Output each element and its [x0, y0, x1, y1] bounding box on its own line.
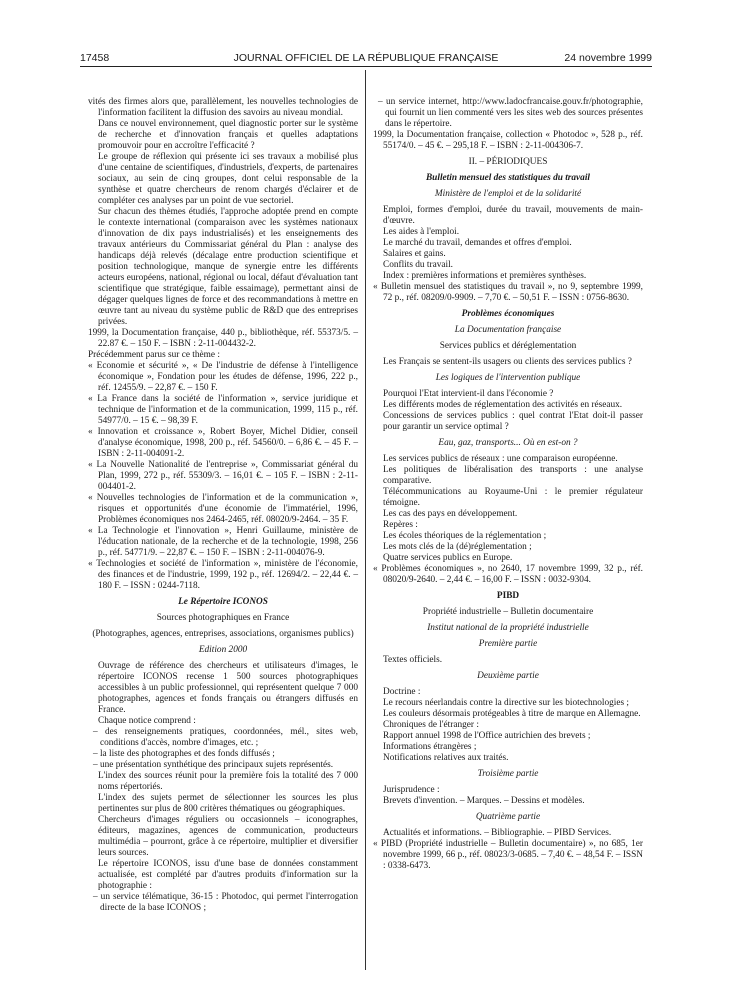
right-column-paragraph: Propriété industrielle – Bulletin documentaire	[422, 607, 594, 617]
right-column-paragraph: Bulletin mensuel des statistiques du travail	[425, 173, 590, 183]
left-column-paragraph: « Innovation et croissance », Robert Boyer, Michel Didier, conseil d'analyse économique, 1998, 200 p., réf. 54560/0. – 6,86 €. – 45 F. – ISBN : 2-11-004091-2.	[88, 427, 358, 459]
right-column-paragraph: Les cas des pays en développement.	[383, 509, 518, 519]
right-column-paragraph: Rapport annuel 1998 de l'Office autrichien des brevets ;	[383, 731, 591, 741]
right-column-paragraph: Les mots clés de la (dé)réglementation ;	[383, 542, 532, 552]
right-column-paragraph: Brevets d'invention. – Marques. – Dessins et modèles.	[383, 796, 585, 806]
right-column-paragraph: Les Français se sentent-ils usagers ou clients des services publics ?	[383, 357, 632, 367]
right-column-paragraph: Chroniques de l'étranger :	[383, 720, 479, 730]
right-column-paragraph: – un service internet, http://www.ladocfrancaise.gouv.fr/photographie, qui fournit un lien commenté vers les sites web des sources présentes dans le répertoire.	[378, 97, 643, 129]
right-column-paragraph: Institut national de la propriété industrielle	[427, 623, 589, 633]
left-column-paragraph: Ouvrage de référence des chercheurs et utilisateurs d'images, le répertoire ICONOS recense 1 500 sources photographiques accessibles à un public professionnel, qui représentent quelque 7 000 photographes, agences et fonds français ou étrangers diffusés en France.	[98, 661, 358, 715]
right-column-paragraph: Actualités et informations. – Bibliographie. – PIBD Services.	[383, 828, 612, 838]
right-column-paragraph: Le recours néerlandais contre la directive sur les biotechnologies ;	[383, 698, 630, 708]
right-column-paragraph: Les différents modes de réglementation des activités en réseaux.	[383, 400, 623, 410]
left-column-paragraph: « Economie et sécurité », « De l'industrie de défense à l'intelligence économique », Fondation pour les études de défense, 1996, 222 p., réf. 12455/9. – 22,87 €. – 150 F.	[88, 361, 358, 393]
header-rule	[80, 66, 652, 67]
left-column	[88, 97, 358, 914]
right-column-paragraph: Quatrième partie	[475, 812, 541, 822]
left-column-paragraph: Sources photographiques en France	[156, 613, 290, 623]
right-column-paragraph: Troisième partie	[477, 769, 539, 779]
right-column-paragraph: Eau, gaz, transports... Où en est-on ?	[438, 438, 578, 448]
left-column-paragraph: « La France dans la société de l'information », service juridique et technique de l'information et de la communication, 1999, 115 p., réf. 54977/0. – 15 €. – 98,39 F.	[88, 394, 358, 426]
right-column-paragraph: Les écoles théoriques de la réglementation ;	[383, 531, 547, 541]
right-column-paragraph: Informations étrangères ;	[383, 742, 477, 752]
left-column-paragraph: – la liste des photographes et des fonds diffusés ;	[93, 749, 275, 759]
left-column-paragraph: Le Répertoire ICONOS	[178, 597, 268, 607]
right-column-paragraph: Deuxième partie	[477, 671, 539, 681]
right-column-paragraph: Le marché du travail, demandes et offres d'emploi.	[383, 238, 572, 248]
left-column-paragraph: Edition 2000	[198, 645, 248, 655]
right-column-paragraph: Problèmes économiques	[461, 309, 555, 319]
left-column-paragraph: Dans ce nouvel environnement, quel diagnostic porter sur le système de recherche et d'innovation français et quelles adaptations promouvoir pour en accroître l'efficacité ?	[98, 119, 358, 151]
right-column-paragraph: La Documentation française	[454, 325, 562, 335]
left-column-paragraph: Le répertoire ICONOS, issu d'une base de données constamment actualisée, est complété par d'autres produits d'information sur la photographie :	[98, 859, 358, 891]
left-column-paragraph: – des renseignements pratiques, coordonnées, mél., sites web, conditions d'accès, nombre d'images, etc. ;	[93, 727, 358, 748]
left-column-paragraph: L'index des sources réunit pour la première fois la totalité des 7 000 noms répertoriés.	[98, 771, 358, 792]
right-column-paragraph: Concessions de services publics : quel contrat l'Etat doit-il passer pour garantir un service optimal ?	[383, 411, 643, 432]
right-column-paragraph: Ministère de l'emploi et de la solidarité	[434, 189, 582, 199]
issue-date: 24 novembre 1999	[564, 52, 652, 64]
right-column-paragraph: Services publics et déréglementation	[439, 341, 577, 351]
left-column-paragraph: – une présentation synthétique des principaux sujets représentés.	[93, 760, 334, 770]
right-column-paragraph: « PIBD (Propriété industrielle – Bulletin documentaire) », no 685, 1er novembre 1999, 66 p., réf. 08023/3-0685. – 7,40 €. – 48,54 F. – ISSN : 0338-6473.	[373, 839, 643, 871]
left-column-paragraph: (Photographes, agences, entreprises, associations, organismes publics)	[92, 629, 354, 639]
right-column-paragraph: Télécommunications au Royaume-Uni : le premier régulateur témoigne.	[383, 487, 643, 508]
right-column-paragraph: Textes officiels.	[383, 655, 443, 665]
right-column	[373, 97, 643, 872]
right-column-paragraph: Les logiques de l'intervention publique	[435, 373, 581, 383]
right-column-paragraph: « Bulletin mensuel des statistiques du travail », no 9, septembre 1999, 72 p., réf. 08209/0-9909. – 7,70 €. – 50,51 F. – ISSN : 0756-8630.	[373, 282, 643, 303]
left-column-paragraph: Chercheurs d'images réguliers ou occasionnels – iconographes, éditeurs, magazines, agences de communication, producteurs multimédia – pourront, grâce à ce répertoire, multiplier et diversifier leurs sources.	[98, 815, 358, 858]
right-column-paragraph: Les aides à l'emploi.	[383, 227, 460, 237]
right-column-paragraph: Jurisprudence :	[383, 785, 440, 795]
left-column-paragraph: « La Technologie et l'innovation », Henri Guillaume, ministère de l'éducation nationale, de la recherche et de la technologie, 1998, 256 p., réf. 54771/9. – 22,87 €. – 150 F. – ISBN : 2-11-004076-9.	[88, 526, 358, 558]
journal-title: JOURNAL OFFICIEL DE LA RÉPUBLIQUE FRANÇAISE	[233, 52, 499, 64]
right-column-paragraph: Salaires et gains.	[383, 249, 446, 259]
right-column-paragraph: Les politiques de libéralisation des transports : une analyse comparative.	[383, 465, 643, 486]
right-column-paragraph: 1999, la Documentation française, collection « Photodoc », 528 p., réf. 55174/0. – 45 €. – 295,18 F. – ISBN : 2-11-004306-7.	[373, 130, 643, 151]
left-column-paragraph: – un service télématique, 36-15 : Photodoc, qui permet l'interrogation directe de la base ICONOS ;	[93, 892, 358, 913]
left-column-paragraph: Sur chacun des thèmes étudiés, l'approche adoptée prend en compte le contexte international (comparaison avec les systèmes nationaux d'innovation de dix pays industrialisés) et les enseignements des travaux antérieurs du Commissariat général du Plan : analyse des handicaps déjà relevés (décalage entre production scientifique et position technologique, manque de synergie entre les différents acteurs européens, national, régional ou local, défaut d'évaluation tant scientifique que stratégique, faible essaimage), permettant ainsi de dégager quelques lignes de force et des recommandations à mettre en œuvre tant au niveau du système public de R&D que des entreprises privées.	[98, 207, 358, 327]
right-column-paragraph: Première partie	[478, 639, 538, 649]
left-column-paragraph: Chaque notice comprend :	[98, 716, 196, 726]
page-header	[80, 52, 652, 66]
left-column-paragraph: Le groupe de réflexion qui présente ici ses travaux a mobilisé plus d'une centaine de scientifiques, d'industriels, d'experts, de partenaires sociaux, au sein de cinq groupes, dont celui responsable de la synthèse et quatre chercheurs de renom chargés d'éclairer et de compléter ces analyses par un point de vue sectoriel.	[98, 152, 358, 206]
right-column-paragraph: II. – PÉRIODIQUES	[468, 157, 548, 167]
right-column-paragraph: « Problèmes économiques », no 2640, 17 novembre 1999, 32 p., réf. 08020/9-2640. – 2,44 €. – 16,00 F. – ISSN : 0032-9304.	[373, 564, 643, 585]
right-column-paragraph: Les services publics de réseaux : une comparaison européenne.	[383, 454, 618, 464]
right-column-paragraph: Doctrine :	[383, 687, 421, 697]
right-column-paragraph: Les couleurs désormais protégeables à titre de marque en Allemagne.	[383, 709, 641, 719]
right-column-paragraph: Index : premières informations et premières synthèses.	[383, 271, 587, 281]
right-column-paragraph: Conflits du travail.	[383, 260, 453, 270]
left-column-paragraph: « La Nouvelle Nationalité de l'entreprise », Commissariat général du Plan, 1999, 272 p., réf. 55309/3. – 16,01 €. – 105 F. – ISBN : 2-11-004401-2.	[88, 460, 358, 492]
left-column-paragraph: « Nouvelles technologies de l'information et de la communication », risques et opportunités d'une économie de l'immatériel, 1996, Problèmes économiques nos 2464-2465, réf. 08020/9-2464. – 35 F.	[88, 493, 358, 525]
left-column-paragraph: Précédemment parus sur ce thème :	[88, 350, 220, 360]
left-column-paragraph: L'index des sujets permet de sélectionner les sources les plus pertinentes sur plus de 800 critères thématiques ou géographiques.	[98, 793, 358, 814]
right-column-paragraph: Pourquoi l'Etat intervient-il dans l'économie ?	[383, 389, 554, 399]
right-column-paragraph: PIBD	[496, 591, 520, 601]
column-divider	[365, 70, 366, 970]
right-column-paragraph: Emploi, formes d'emploi, durée du travail, mouvements de main-d'œuvre.	[383, 205, 643, 226]
page-number: 17458	[80, 52, 110, 64]
left-column-paragraph: 1999, la Documentation française, 440 p., bibliothèque, réf. 55373/5. – 22.87 €. – 150 F. – ISBN : 2-11-004432-2.	[88, 328, 358, 349]
right-column-paragraph: Repères :	[383, 520, 418, 530]
left-column-paragraph: vités des firmes alors que, parallèlement, les nouvelles technologies de l'information facilitent la diffusion des savoirs au niveau mondial.	[88, 97, 358, 118]
right-column-paragraph: Notifications relatives aux traités.	[383, 753, 509, 763]
right-column-paragraph: Quatre services publics en Europe.	[383, 553, 513, 563]
left-column-paragraph: « Technologies et société de l'information », ministère de l'économie, des finances et de l'industrie, 1999, 192 p., réf. 12694/2. – 22,44 €. – 180 F. – ISSN : 0244-7118.	[88, 559, 358, 591]
